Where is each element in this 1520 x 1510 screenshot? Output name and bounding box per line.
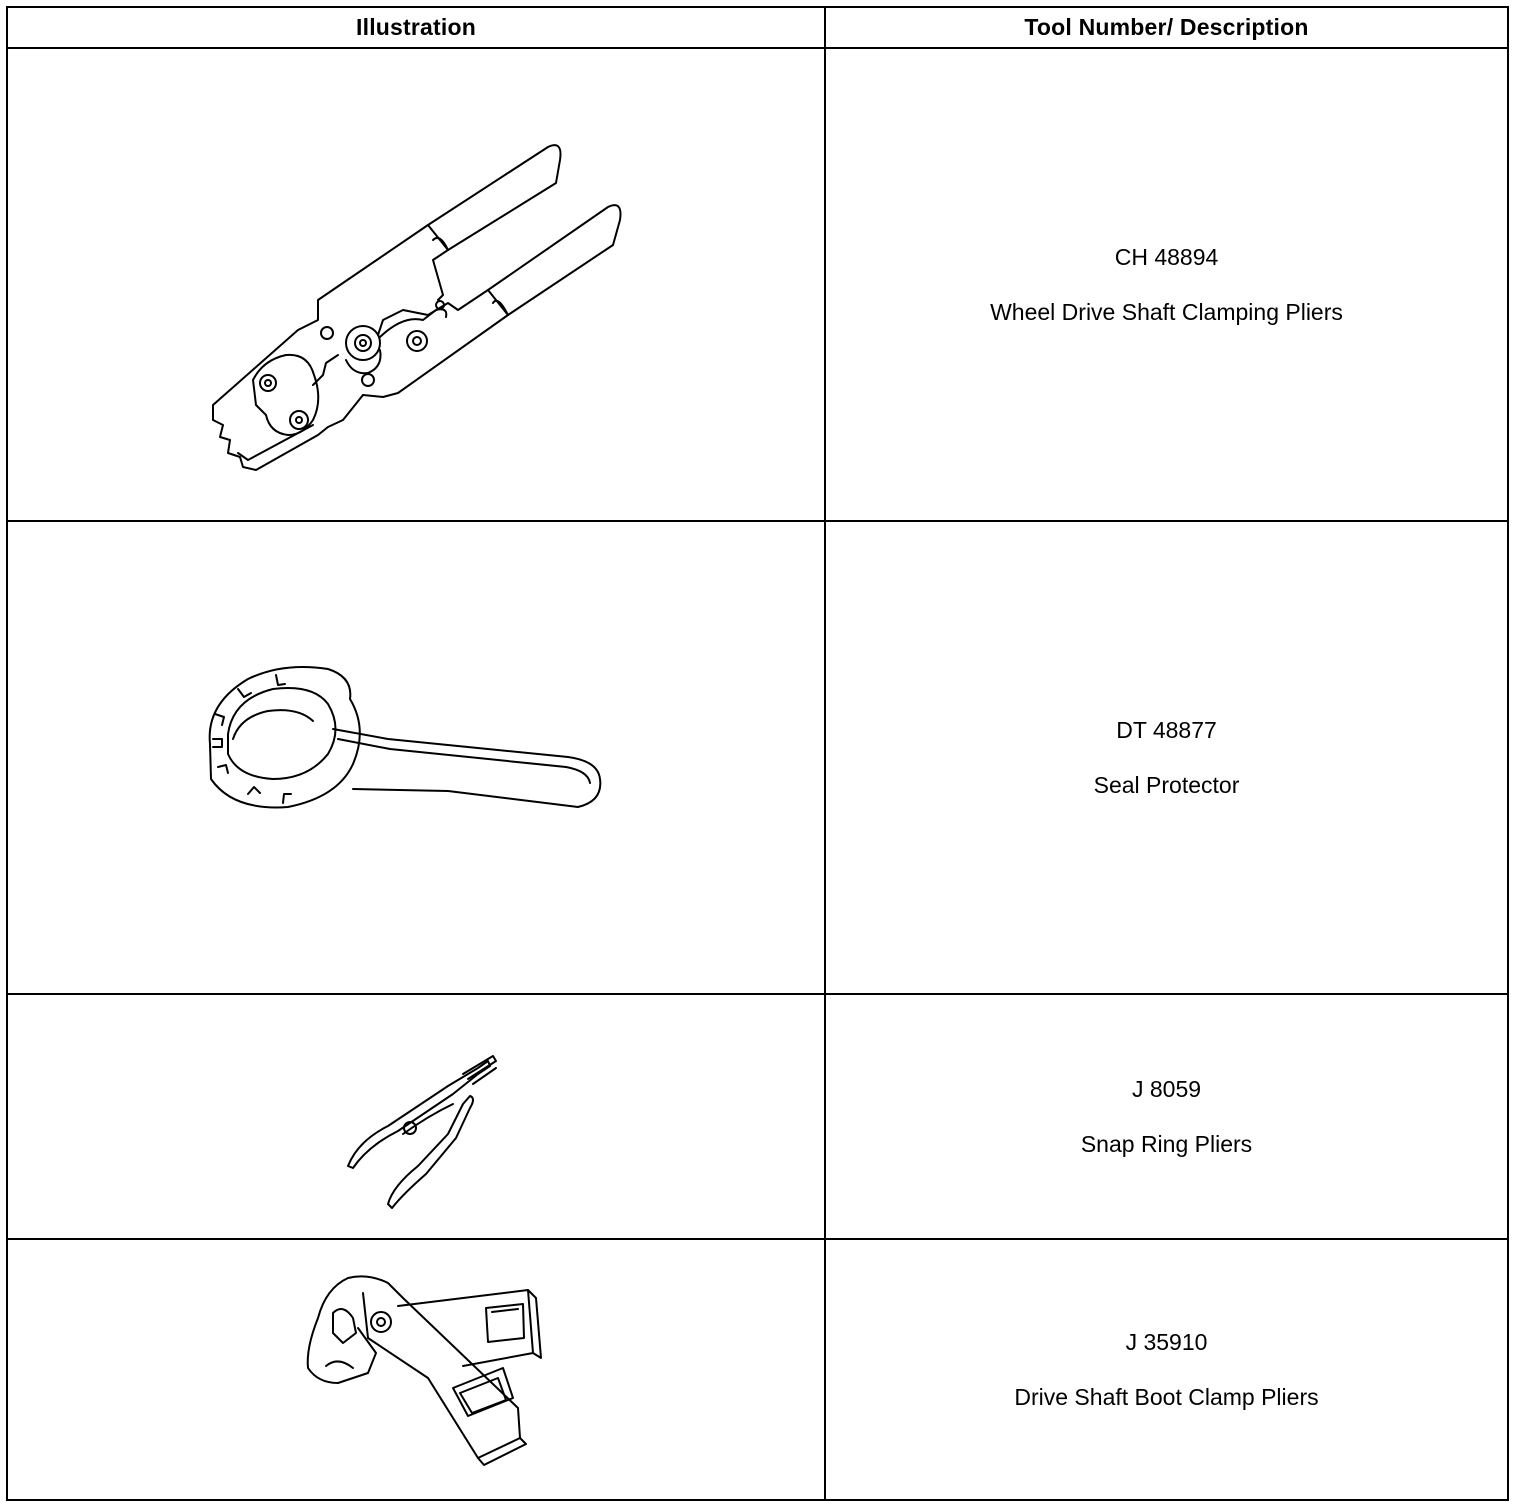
tool-description: Seal Protector (1093, 772, 1240, 798)
seal-protector-icon (8, 539, 826, 959)
header-illustration: Illustration (7, 7, 825, 48)
header-row (7, 7, 1508, 48)
table-row (7, 48, 1508, 521)
description-cell (825, 994, 1508, 1239)
tool-number: CH 48894 (1114, 244, 1219, 270)
table-row (7, 994, 1508, 1239)
table-row (7, 1239, 1508, 1500)
illustration-cell (7, 994, 825, 1239)
tool-number: J 35910 (1125, 1329, 1208, 1355)
snap-ring-pliers-icon (8, 1016, 826, 1216)
illustration-cell (7, 48, 825, 521)
tool-description: Wheel Drive Shaft Clamping Pliers (990, 299, 1343, 325)
illustration-cell (7, 1239, 825, 1500)
tools-table (6, 6, 1509, 1501)
description-cell (825, 48, 1508, 521)
description-cell (825, 521, 1508, 994)
description-cell (825, 1239, 1508, 1500)
boot-clamp-pliers-icon (8, 1258, 826, 1478)
illustration-cell (7, 521, 825, 994)
tool-number: J 8059 (1131, 1076, 1202, 1102)
tool-description: Snap Ring Pliers (1080, 1131, 1253, 1157)
tool-description: Drive Shaft Boot Clamp Pliers (1014, 1384, 1319, 1410)
clamping-pliers-icon (8, 75, 826, 475)
header-tool-description: Tool Number/ Description (825, 7, 1508, 48)
table-row (7, 521, 1508, 994)
tool-number: DT 48877 (1116, 717, 1217, 743)
